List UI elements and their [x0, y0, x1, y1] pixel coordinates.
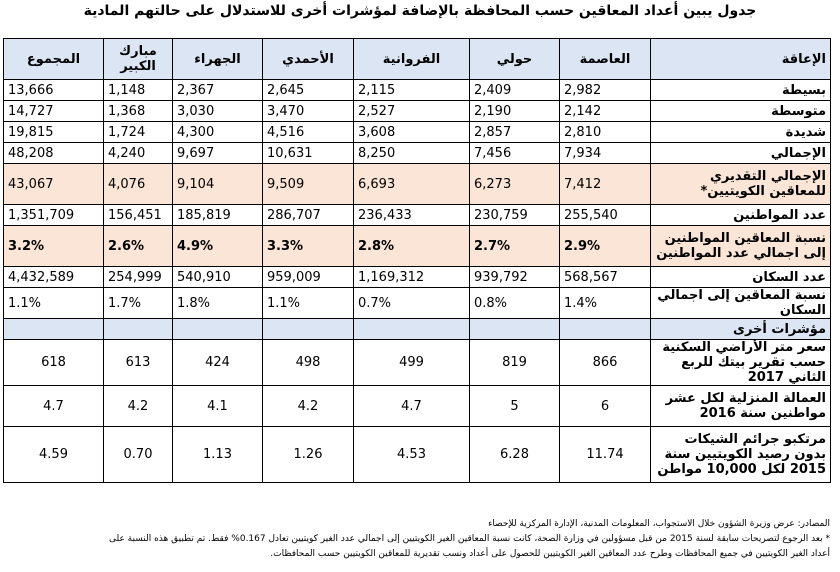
table-cell: 3.2%	[4, 226, 104, 267]
table-row	[4, 80, 831, 101]
section-empty-cell	[560, 319, 651, 340]
table-row	[4, 122, 831, 143]
table-cell: 3,030	[173, 101, 263, 122]
section-empty-cell	[4, 319, 104, 340]
table-row	[4, 101, 831, 122]
table-cell: 1.13	[173, 427, 263, 483]
table-cell: 4.7	[4, 386, 104, 427]
table-cell: 9,697	[173, 143, 263, 164]
table-cell: 2.8%	[354, 226, 470, 267]
table-cell: 2.6%	[104, 226, 173, 267]
table-cell: 48,208	[4, 143, 104, 164]
notes	[5, 517, 830, 562]
table-cell: 2,409	[470, 80, 560, 101]
table-row	[4, 386, 831, 427]
footnote-line-1: * بعد الرجوع لتصريحات سابقة لسنة 2015 من قبل مسؤولين في وزارة الصحة، كانت نسبة المعاقين الغير الكويتيين إلى اجمالي عدد الغير كويتيين تعادل 0.167% فقط. تم تطبيق هذه النسبة على	[108, 534, 830, 544]
section-empty-cell	[470, 319, 560, 340]
table-cell: 1,169,312	[354, 267, 470, 288]
table-cell: 2,142	[560, 101, 651, 122]
table-cell: 4,076	[104, 164, 173, 205]
row-label: نسبة المعاقين المواطنين إلى اجمالي عدد المواطنين	[651, 226, 831, 267]
table-cell: 4.59	[4, 427, 104, 483]
table-cell: 499	[354, 340, 470, 386]
table-cell: 4.2	[104, 386, 173, 427]
table-cell: 2,367	[173, 80, 263, 101]
table-cell: 1,351,709	[4, 205, 104, 226]
table-cell: 1.26	[263, 427, 354, 483]
table-cell: 1.4%	[560, 288, 651, 319]
table-cell: 2,190	[470, 101, 560, 122]
column-header: المجموع	[4, 39, 104, 80]
row-label: بسيطة	[651, 80, 831, 101]
row-label: مرتكبو جرائم الشيكات بدون رصيد الكويتيين سنة 2015 لكل 10,000 مواطن	[651, 427, 831, 483]
column-header: مبارك الكبير	[104, 39, 173, 80]
table-cell: 255,540	[560, 205, 651, 226]
table-cell: 1,724	[104, 122, 173, 143]
table-cell: 3.3%	[263, 226, 354, 267]
table-cell: 43,067	[4, 164, 104, 205]
table-cell: 8,250	[354, 143, 470, 164]
table-cell: 4,240	[104, 143, 173, 164]
row-label: عدد المواطنين	[651, 205, 831, 226]
table-cell: 2,810	[560, 122, 651, 143]
table-cell: 7,412	[560, 164, 651, 205]
table-cell: 7,934	[560, 143, 651, 164]
row-label: الإجمالي	[651, 143, 831, 164]
section-empty-cell	[173, 319, 263, 340]
table-cell: 1.1%	[263, 288, 354, 319]
table-cell: 10,631	[263, 143, 354, 164]
table-cell: 6.28	[470, 427, 560, 483]
table-cell: 2.9%	[560, 226, 651, 267]
table-cell: 540,910	[173, 267, 263, 288]
table-cell: 4,300	[173, 122, 263, 143]
table-cell: 185,819	[173, 205, 263, 226]
row-label: متوسطة	[651, 101, 831, 122]
column-header: العاصمة	[560, 39, 651, 80]
table-cell: 819	[470, 340, 560, 386]
table-cell: 568,567	[560, 267, 651, 288]
table-row	[4, 226, 831, 267]
table-cell: 2,857	[470, 122, 560, 143]
table-row	[4, 164, 831, 205]
row-label: سعر متر الأراضي السكنية حسب تقرير بيتك للربع الثاني 2017	[651, 340, 831, 386]
column-header: حولي	[470, 39, 560, 80]
table-cell: 13,666	[4, 80, 104, 101]
table-row	[4, 267, 831, 288]
table-cell: 9,509	[263, 164, 354, 205]
table-cell: 4.7	[354, 386, 470, 427]
table-cell: 230,759	[470, 205, 560, 226]
table-cell: 156,451	[104, 205, 173, 226]
table-cell: 4.53	[354, 427, 470, 483]
column-header: الفروانية	[354, 39, 470, 80]
table-cell: 4.9%	[173, 226, 263, 267]
disability-table	[3, 38, 831, 483]
table-cell: 1.8%	[173, 288, 263, 319]
table-cell: 0.8%	[470, 288, 560, 319]
table-cell: 1.7%	[104, 288, 173, 319]
table-cell: 1,368	[104, 101, 173, 122]
table-cell: 0.7%	[354, 288, 470, 319]
source-note: المصادر: عرض وزيرة الشؤون خلال الاستجواب، المعلومات المدنية، الإدارة المركزية للإحصاء	[488, 519, 830, 529]
table-cell: 3,470	[263, 101, 354, 122]
table-cell: 939,792	[470, 267, 560, 288]
page-title: جدول يبين أعداد المعاقين حسب المحافظة بالإضافة لمؤشرات أخرى للاستدلال على حالتهم المادية	[83, 3, 757, 19]
column-header: الجهراء	[173, 39, 263, 80]
table-cell: 2,115	[354, 80, 470, 101]
table-cell: 866	[560, 340, 651, 386]
table-cell: 6	[560, 386, 651, 427]
table-cell: 4,432,589	[4, 267, 104, 288]
table-cell: 2,645	[263, 80, 354, 101]
table-cell: 498	[263, 340, 354, 386]
table-cell: 6,273	[470, 164, 560, 205]
section-empty-cell	[354, 319, 470, 340]
table-cell: 424	[173, 340, 263, 386]
table-row	[4, 340, 831, 386]
table-cell: 7,456	[470, 143, 560, 164]
table-cell: 5	[470, 386, 560, 427]
table-cell: 236,433	[354, 205, 470, 226]
table-cell: 9,104	[173, 164, 263, 205]
table-cell: 959,009	[263, 267, 354, 288]
table-cell: 4.1	[173, 386, 263, 427]
table-cell: 613	[104, 340, 173, 386]
table-cell: 254,999	[104, 267, 173, 288]
table-row	[4, 288, 831, 319]
column-header-label: الإعاقة	[651, 39, 831, 80]
row-label: نسبة المعاقين إلى اجمالي السكان	[651, 288, 831, 319]
header-row	[4, 39, 831, 80]
table-cell: 2,982	[560, 80, 651, 101]
table-row	[4, 205, 831, 226]
table-cell: 286,707	[263, 205, 354, 226]
table-cell: 618	[4, 340, 104, 386]
table-cell: 2,527	[354, 101, 470, 122]
table-cell: 0.70	[104, 427, 173, 483]
table-row	[4, 143, 831, 164]
footnote-line-2: أعداد الغير الكويتيين في جميع المحافظات وطرح عدد المعاقين الغير الكويتيين للحصول على أعداد ونسب تقديرية للمعاقين الكويتيين حسب المحافظات.	[270, 549, 830, 559]
table-cell: 3,608	[354, 122, 470, 143]
row-label: العمالة المنزلية لكل عشر مواطنين سنة 2016	[651, 386, 831, 427]
section-row	[4, 319, 831, 340]
column-header: الأحمدي	[263, 39, 354, 80]
table-cell: 11.74	[560, 427, 651, 483]
table-row	[4, 427, 831, 483]
row-label: الإجمالي التقديري للمعاقين الكويتيين*	[651, 164, 831, 205]
row-label: عدد السكان	[651, 267, 831, 288]
table-cell: 19,815	[4, 122, 104, 143]
section-label: مؤشرات أخرى	[651, 319, 831, 340]
row-label: شديدة	[651, 122, 831, 143]
table-cell: 4,516	[263, 122, 354, 143]
table-cell: 1,148	[104, 80, 173, 101]
table-cell: 4.2	[263, 386, 354, 427]
table-cell: 1.1%	[4, 288, 104, 319]
section-empty-cell	[263, 319, 354, 340]
table-cell: 14,727	[4, 101, 104, 122]
table-cell: 6,693	[354, 164, 470, 205]
table-cell: 2.7%	[470, 226, 560, 267]
section-empty-cell	[104, 319, 173, 340]
